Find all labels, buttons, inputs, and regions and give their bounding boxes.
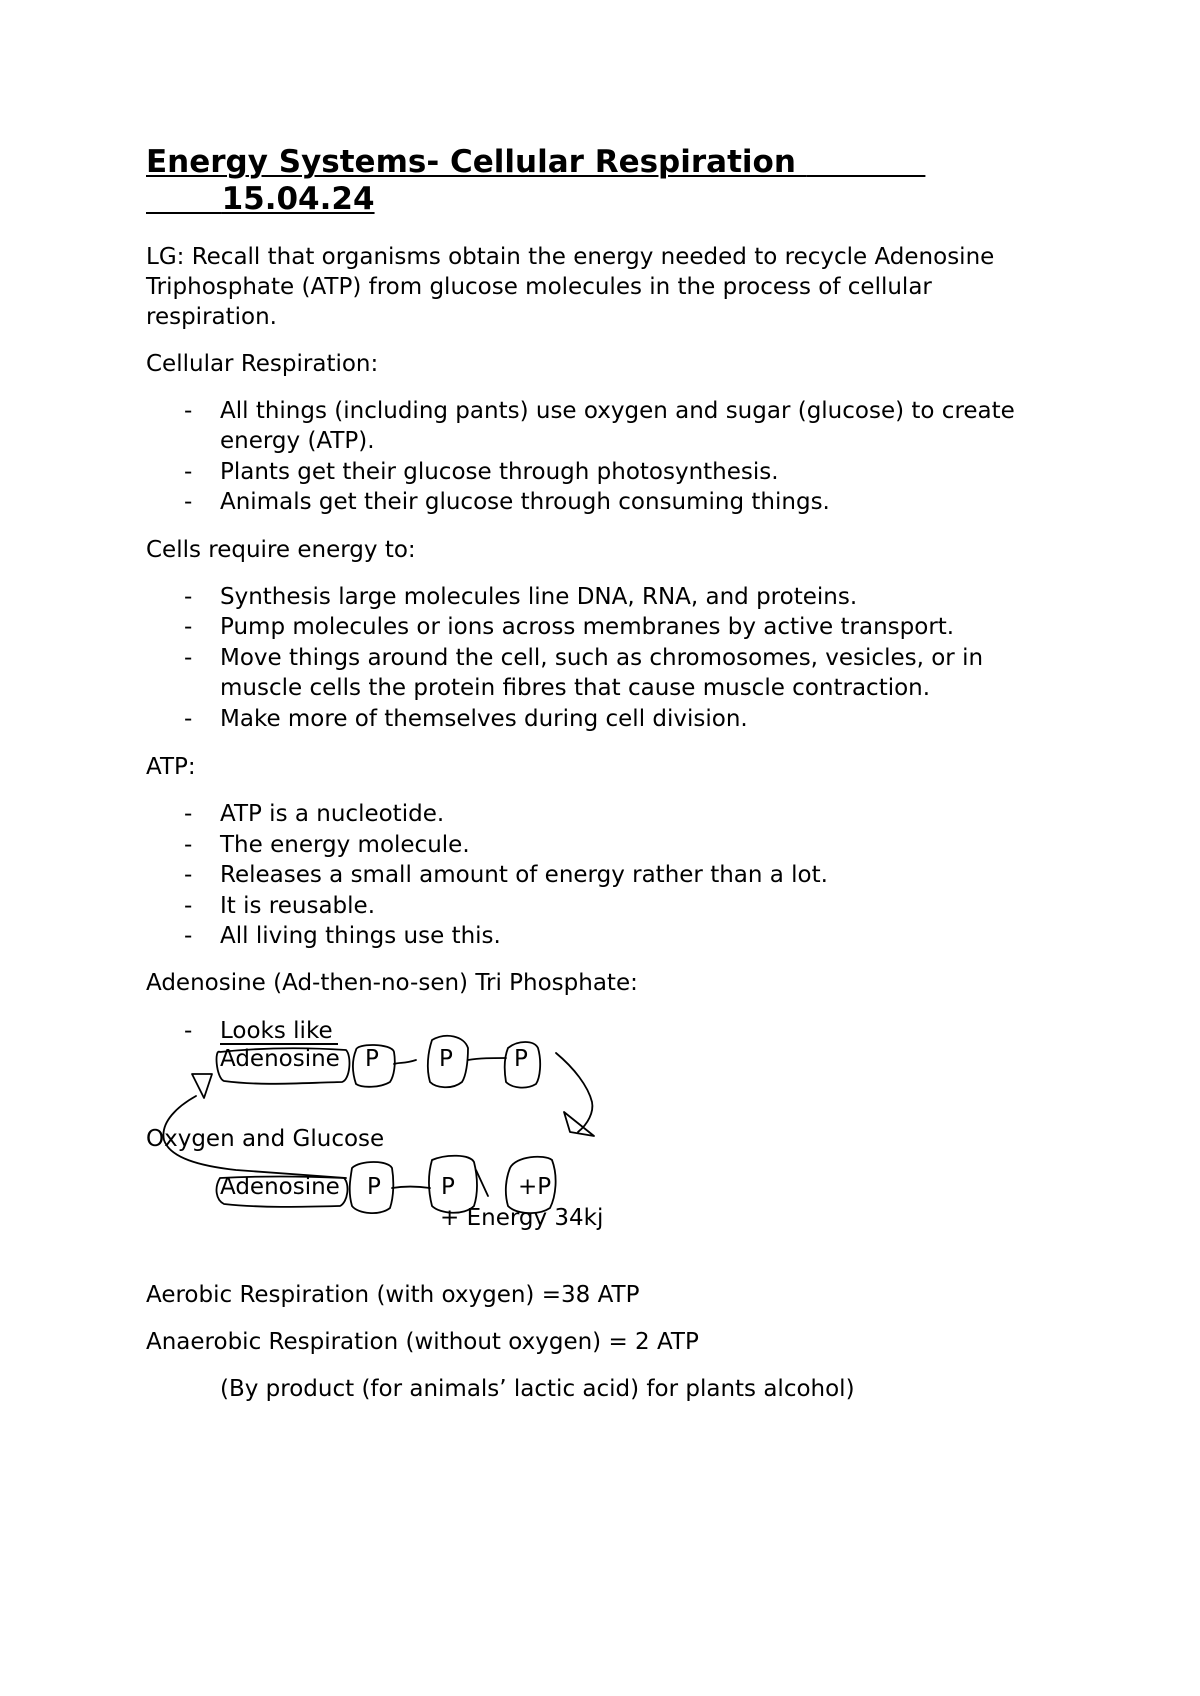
energy-label: + Energy 34kj: [440, 1205, 604, 1231]
bullet-marker: -: [184, 862, 193, 888]
arrow-head-icon: [564, 1112, 594, 1136]
looks-like-text: Looks like: [220, 1018, 333, 1044]
list-item: Pump molecules or ions across membranes by active transport.: [220, 614, 955, 640]
list-item: All things (including pants) use oxygen and sugar (glucose) to create: [220, 398, 1015, 424]
section-heading-cellular-respiration: Cellular Respiration:: [146, 351, 379, 377]
section-heading-adenosine: Adenosine (Ad-then-no-sen) Tri Phosphate:: [146, 970, 638, 996]
bullet-marker: -: [184, 584, 193, 610]
bullet-marker: -: [184, 832, 193, 858]
list-item: Move things around the cell, such as chromosomes, vesicles, or in: [220, 645, 984, 671]
bullet-marker: -: [184, 614, 193, 640]
list-item: Make more of themselves during cell division.: [220, 706, 748, 732]
adp-phosphate-1: P: [367, 1174, 381, 1200]
bond-line: [468, 1058, 506, 1060]
list-item: Plants get their glucose through photosynthesis.: [220, 459, 779, 485]
adp-phosphate-2: P: [441, 1174, 455, 1200]
learning-goal-line-3: respiration.: [146, 304, 277, 330]
arrow-path: [556, 1053, 592, 1132]
bullet-marker: -: [184, 923, 193, 949]
atp-adenosine-label: Adenosine: [220, 1046, 340, 1072]
list-item: It is reusable.: [220, 893, 376, 919]
cut-stroke: [476, 1170, 488, 1196]
anaerobic-respiration: Anaerobic Respiration (without oxygen) = 2 ATP: [146, 1329, 699, 1355]
list-item: Releases a small amount of energy rather than a lot.: [220, 862, 828, 888]
list-item: The energy molecule.: [220, 832, 470, 858]
atp-phosphate-2: P: [439, 1046, 453, 1072]
by-product-note: (By product (for animals’ lactic acid) for plants alcohol): [220, 1376, 855, 1402]
list-item: ATP is a nucleotide.: [220, 801, 445, 827]
bullet-marker: -: [184, 645, 193, 671]
oxygen-glucose-label: Oxygen and Glucose: [146, 1126, 385, 1152]
section-heading-cells-require: Cells require energy to:: [146, 537, 416, 563]
list-item: All living things use this.: [220, 923, 501, 949]
adp-adenosine-label: Adenosine: [220, 1174, 340, 1200]
aerobic-respiration: Aerobic Respiration (with oxygen) =38 ATP: [146, 1282, 640, 1308]
bullet-marker: -: [184, 398, 193, 424]
bullet-marker: -: [184, 489, 193, 515]
list-item: Synthesis large molecules line DNA, RNA, and proteins.: [220, 584, 858, 610]
bullet-marker: -: [184, 459, 193, 485]
bullet-marker: -: [184, 706, 193, 732]
learning-goal-line-1: LG: Recall that organisms obtain the energy needed to recycle Adenosine: [146, 244, 995, 270]
learning-goal-line-2: Triphosphate (ATP) from glucose molecules in the process of cellular: [146, 274, 932, 300]
list-item: energy (ATP).: [220, 428, 375, 454]
released-phosphate: +P: [518, 1174, 552, 1200]
atp-phosphate-1: P: [365, 1046, 379, 1072]
bullet-marker: -: [184, 801, 193, 827]
bullet-marker: -: [184, 893, 193, 919]
bullet-marker: -: [184, 1018, 193, 1044]
list-item: muscle cells the protein fibres that cause muscle contraction.: [220, 675, 931, 701]
bond-line: [394, 1060, 416, 1064]
section-heading-atp: ATP:: [146, 754, 196, 780]
arrow-head-icon: [192, 1074, 212, 1098]
bond-line: [392, 1187, 430, 1189]
list-item: Animals get their glucose through consuming things.: [220, 489, 830, 515]
atp-phosphate-3: P: [514, 1046, 528, 1072]
page-title: Energy Systems- Cellular Respiration 15.04.24: [146, 144, 807, 217]
